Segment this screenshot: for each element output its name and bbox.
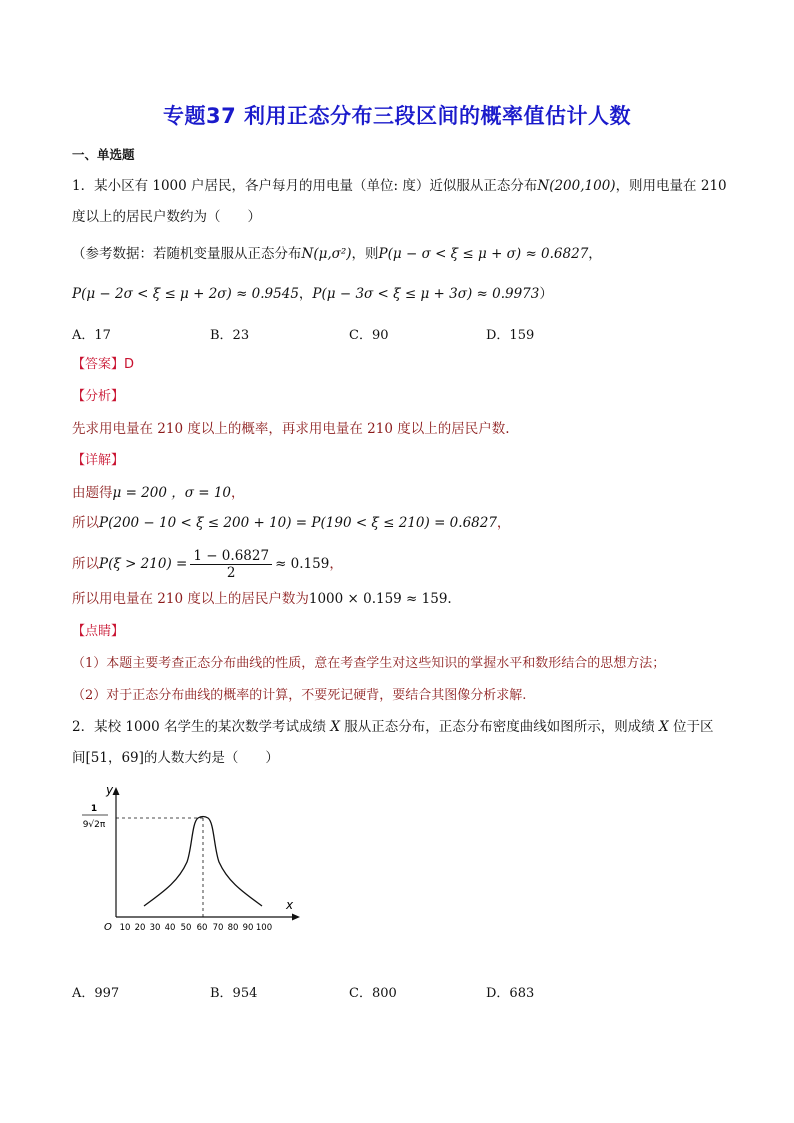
x-tick-10: 10 — [119, 923, 131, 933]
page-title: 专题37 利用正态分布三段区间的概率值估计人数 — [162, 104, 632, 128]
ref-dist: N(μ,σ²) — [301, 246, 352, 262]
q2-option-a[interactable]: A．997 — [72, 986, 120, 1001]
answer-label: 【答案】D — [72, 357, 135, 372]
analysis-label: 【分析】 — [72, 389, 125, 404]
detail-line4-end: . — [447, 591, 452, 607]
q1-dist: N(200,100) — [537, 178, 616, 194]
peak-label-numerator: 1 — [90, 804, 98, 814]
ref-end: ， — [588, 246, 602, 262]
q2-text-end: 位于区 — [672, 719, 714, 735]
q2-option-b[interactable]: B．954 — [210, 986, 258, 1001]
y-axis-arrow-icon — [113, 787, 120, 795]
detail-line3-lhs: P(ξ > 210) = — [99, 556, 188, 572]
q2-var: X — [330, 719, 340, 735]
ref-mid: ，则 — [351, 246, 379, 262]
detail-line2-prefix: 所以 — [72, 515, 99, 531]
comment-line2: （2）对于正态分布曲线的概率的计算，不要死记硬背，要结合其图像分析求解. — [72, 688, 527, 703]
x-tick-30: 30 — [149, 923, 161, 933]
x-tick-50: 50 — [180, 923, 192, 933]
q2-var-2: X — [659, 719, 669, 735]
q1-text: 1．某小区有 1000 户居民，各户每月的用电量（单位: 度）近似服从正态分布 — [72, 178, 538, 194]
origin-label: O — [104, 922, 112, 933]
comment-label: 【点睛】 — [72, 624, 125, 639]
q2-text-line1 — [72, 717, 713, 737]
q2-text-line2: 间[51，69]的人数大约是（ ） — [72, 750, 279, 766]
x-tick-60: 60 — [196, 923, 208, 933]
q1-reference-line1 — [72, 244, 602, 264]
q2-option-c[interactable]: C．800 — [349, 986, 397, 1001]
detail-line1-prefix: 由题得 — [72, 485, 113, 501]
q1-text-end: ，则用电量在 210 — [615, 178, 727, 194]
q1-reference-line2 — [72, 284, 553, 304]
normal-curve-figure — [68, 782, 308, 942]
ref-sep: ， — [298, 286, 313, 302]
y-axis-label: y — [106, 783, 114, 797]
q2-text-mid: 服从正态分布，正态分布密度曲线如图所示，则成绩 — [344, 719, 655, 735]
comment-line1: （1）本题主要考查正态分布曲线的性质，意在考查学生对这些知识的掌握水平和数形结合的思想方法； — [72, 656, 666, 671]
section-heading: 一、单选题 — [72, 147, 135, 162]
detail-line1-end: ， — [231, 485, 245, 501]
peak-label-denominator: 9√2π — [82, 820, 106, 830]
fraction-denominator: 2 — [226, 565, 236, 581]
q1-text-line2: 度以上的居民户数约为（ ） — [72, 209, 261, 225]
detail-line3-prefix: 所以 — [72, 556, 99, 572]
detail-fraction — [190, 548, 272, 581]
x-tick-90: 90 — [242, 923, 254, 933]
detail-line2-end: ， — [496, 515, 511, 531]
q1-option-c[interactable]: C．90 — [349, 328, 389, 343]
x-tick-80: 80 — [227, 923, 239, 933]
detail-line4 — [72, 589, 452, 609]
q2-text-prefix: 2．某校 1000 名学生的某次数学考试成绩 — [72, 719, 327, 735]
x-tick-20: 20 — [134, 923, 146, 933]
ref-prefix: （参考数据：若随机变量服从正态分布 — [72, 246, 302, 262]
detail-line3-end: ， — [329, 556, 343, 572]
detail-line4-math: 1000 × 0.159 ≈ 159 — [308, 591, 448, 607]
q1-text-line1 — [72, 176, 727, 196]
detail-label: 【详解】 — [72, 453, 125, 468]
x-axis-arrow-icon — [292, 914, 300, 921]
q1-option-d[interactable]: D．159 — [486, 328, 535, 343]
fraction-numerator: 1 − 0.6827 — [190, 548, 272, 565]
q1-option-b[interactable]: B．23 — [210, 328, 250, 343]
detail-line2-math: P(200 − 10 < ξ ≤ 200 + 10) = P(190 < ξ ≤ 210) = 0.6827 — [99, 515, 497, 531]
x-tick-labels — [120, 923, 273, 933]
detail-line4-prefix: 所以用电量在 210 度以上的居民户数为 — [72, 591, 309, 607]
analysis-text: 先求用电量在 210 度以上的概率，再求用电量在 210 度以上的居民户数. — [72, 421, 510, 437]
x-axis-label: x — [286, 898, 294, 912]
ref-p1: P(μ − σ < ξ ≤ μ + σ) ≈ 0.6827 — [378, 246, 589, 262]
ref-p2: P(μ − 2σ < ξ ≤ μ + 2σ) ≈ 0.9545 — [72, 286, 299, 302]
detail-line3-rhs: ≈ 0.159 — [275, 556, 330, 572]
x-tick-100: 100 — [255, 923, 273, 933]
q2-option-d[interactable]: D．683 — [486, 986, 535, 1001]
detail-line1-math: μ = 200 ，σ = 10 — [112, 485, 232, 501]
ref-close: ） — [539, 286, 553, 302]
q1-option-a[interactable]: A．17 — [72, 328, 111, 343]
detail-line2 — [72, 513, 510, 533]
x-tick-40: 40 — [164, 923, 176, 933]
x-tick-70: 70 — [212, 923, 224, 933]
detail-line3 — [72, 546, 343, 582]
q2-options — [72, 982, 632, 1002]
ref-p3: P(μ − 3σ < ξ ≤ μ + 3σ) ≈ 0.9973 — [312, 286, 540, 302]
detail-line1 — [72, 483, 245, 503]
q1-options — [72, 324, 632, 344]
